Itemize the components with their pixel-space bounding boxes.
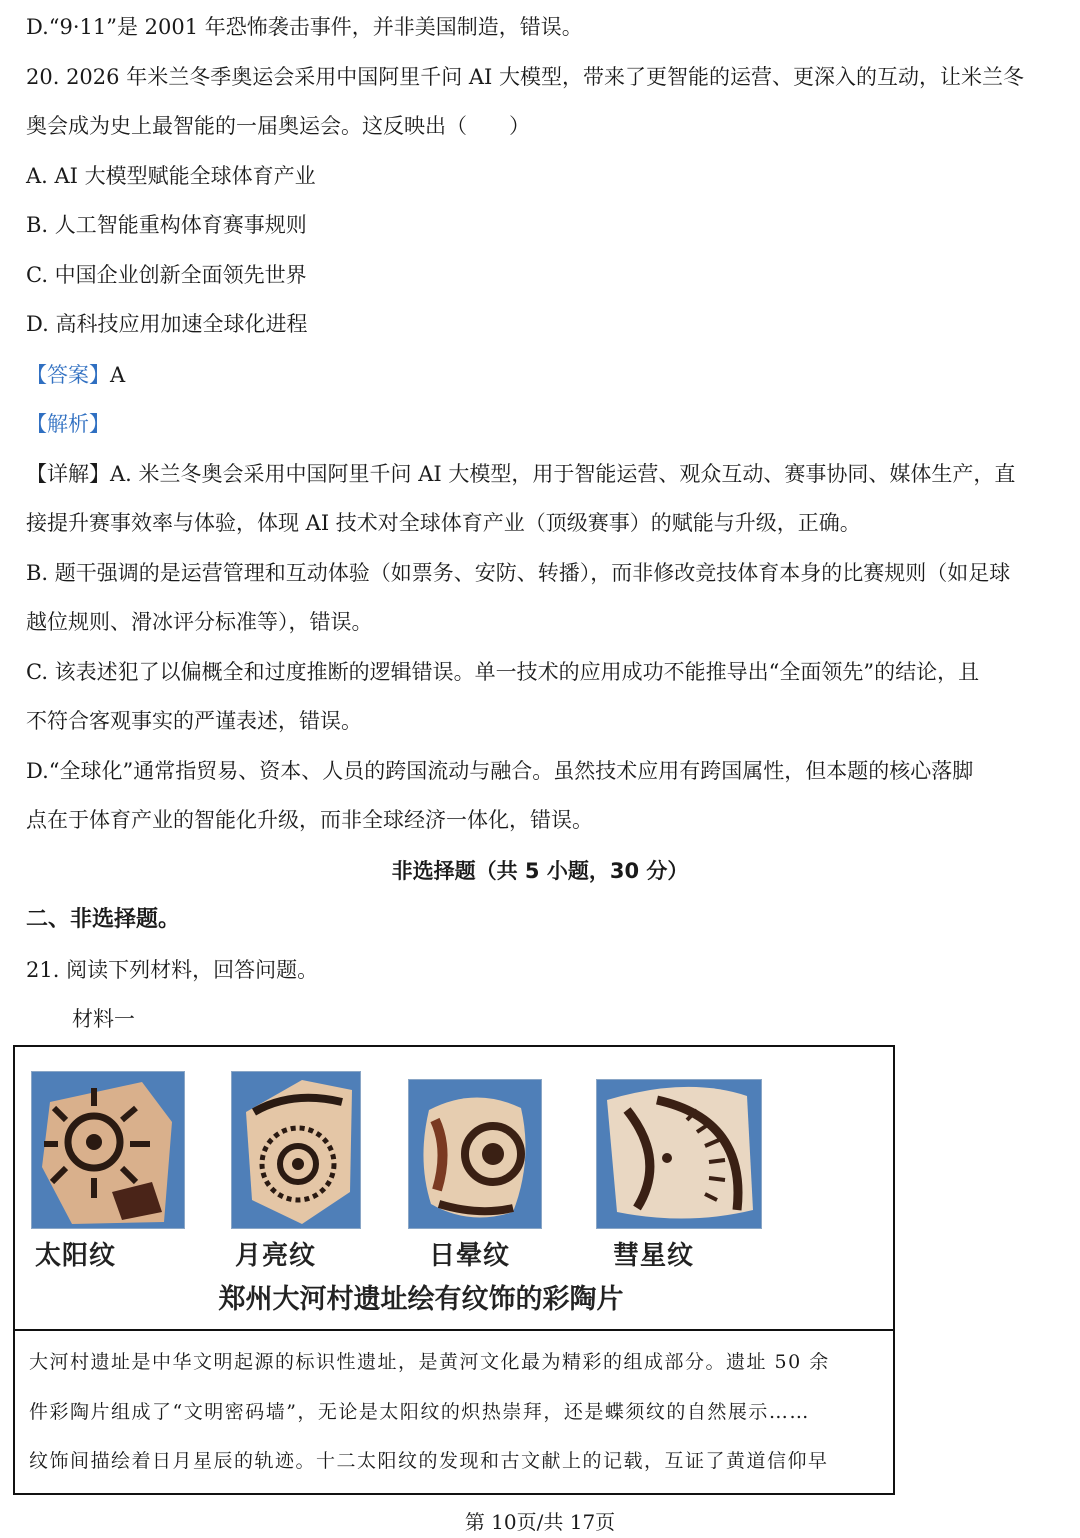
caption-moon-pattern: 月亮纹 xyxy=(235,1241,317,1271)
material-line-2: 件彩陶片组成了“文明密码墙”，无论是太阳纹的炽热崇拜，还是蝶须纹的自然展示…… xyxy=(29,1401,810,1423)
detail-line-4: 越位规则、滑冰评分标准等），错误。 xyxy=(26,610,373,634)
moon-pattern-shard-image xyxy=(231,1071,361,1229)
material-line-1: 大河村遗址是中华文明起源的标识性遗址，是黄河文化最为精彩的组成部分。遗址 50 余 xyxy=(29,1351,830,1373)
section-heading: 二、非选择题。 xyxy=(26,907,181,932)
q20-answer xyxy=(26,360,1058,390)
halo-pattern-shard-image xyxy=(408,1079,542,1229)
detail-line-2: 接提升赛事效率与体验，体现 AI 技术对全球体育产业（顶级赛事）的赋能与升级，正确。 xyxy=(26,511,861,535)
moon-pattern-icon xyxy=(232,1072,360,1228)
comet-pattern-shard-image xyxy=(596,1079,762,1229)
caption-halo-pattern: 日晕纹 xyxy=(429,1241,511,1271)
non-choice-section-title: 非选择题（共 5 小题，30 分） xyxy=(391,859,689,883)
caption-comet-pattern: 彗星纹 xyxy=(613,1241,695,1271)
caption-sun-pattern: 太阳纹 xyxy=(35,1241,117,1271)
detail-line-3: B. 题干强调的是运营管理和互动体验（如票务、安防、转播），而非修改竞技体育本身的比赛规则（如足球 xyxy=(26,561,1011,585)
q20-option-c: C. 中国企业创新全面领先世界 xyxy=(26,263,307,287)
sun-pattern-shard-image xyxy=(31,1071,185,1229)
pottery-figure xyxy=(15,1047,893,1331)
sun-pattern-icon xyxy=(32,1072,184,1228)
analysis-label: 【解析】 xyxy=(26,412,110,436)
figure-title: 郑州大河村遗址绘有纹饰的彩陶片 xyxy=(218,1284,624,1315)
detail-line-6: 不符合客观事实的严谨表述，错误。 xyxy=(26,709,362,733)
material-line-3: 纹饰间描绘着日月星辰的轨迹。十二太阳纹的发现和古文献上的记载，互证了黄道信仰早 xyxy=(29,1450,829,1472)
prev-option-d-explanation: D.“9·11”是 2001 年恐怖袭击事件，并非美国制造，错误。 xyxy=(26,15,583,39)
answer-value: A xyxy=(110,363,126,387)
detail-line-7: D.“全球化”通常指贸易、资本、人员的跨国流动与融合。虽然技术应用有跨国属性，但本题的核心落脚 xyxy=(26,759,974,783)
material-label: 材料一 xyxy=(72,1007,135,1031)
detail-line-8: 点在于体育产业的智能化升级，而非全球经济一体化，错误。 xyxy=(26,808,593,832)
answer-label: 【答案】 xyxy=(26,363,110,387)
q20-option-a: A. AI 大模型赋能全球体育产业 xyxy=(26,164,316,188)
comet-pattern-icon xyxy=(597,1080,761,1228)
detail-line-1: 【详解】A. 米兰冬奥会采用中国阿里千问 AI 大模型，用于智能运营、观众互动、赛事协同、媒体生产，直 xyxy=(26,462,1016,486)
halo-pattern-icon xyxy=(409,1080,541,1228)
q20-stem-line-2: 奥会成为史上最智能的一届奥运会。这反映出（ ） xyxy=(26,114,530,138)
q21-stem: 21. 阅读下列材料，回答问题。 xyxy=(26,958,319,982)
q20-option-d: D. 高科技应用加速全球化进程 xyxy=(26,312,308,336)
material-box xyxy=(13,1045,895,1495)
page-number: 第 10页/共 17页 xyxy=(464,1510,616,1534)
q20-stem-line-1: 20. 2026 年米兰冬季奥运会采用中国阿里千问 AI 大模型，带来了更智能的运营、更深入的互动，让米兰冬 xyxy=(26,65,1024,89)
q20-option-b: B. 人工智能重构体育赛事规则 xyxy=(26,213,307,237)
detail-line-5: C. 该表述犯了以偏概全和过度推断的逻辑错误。单一技术的应用成功不能推导出“全面领先”的结论，且 xyxy=(26,660,980,684)
